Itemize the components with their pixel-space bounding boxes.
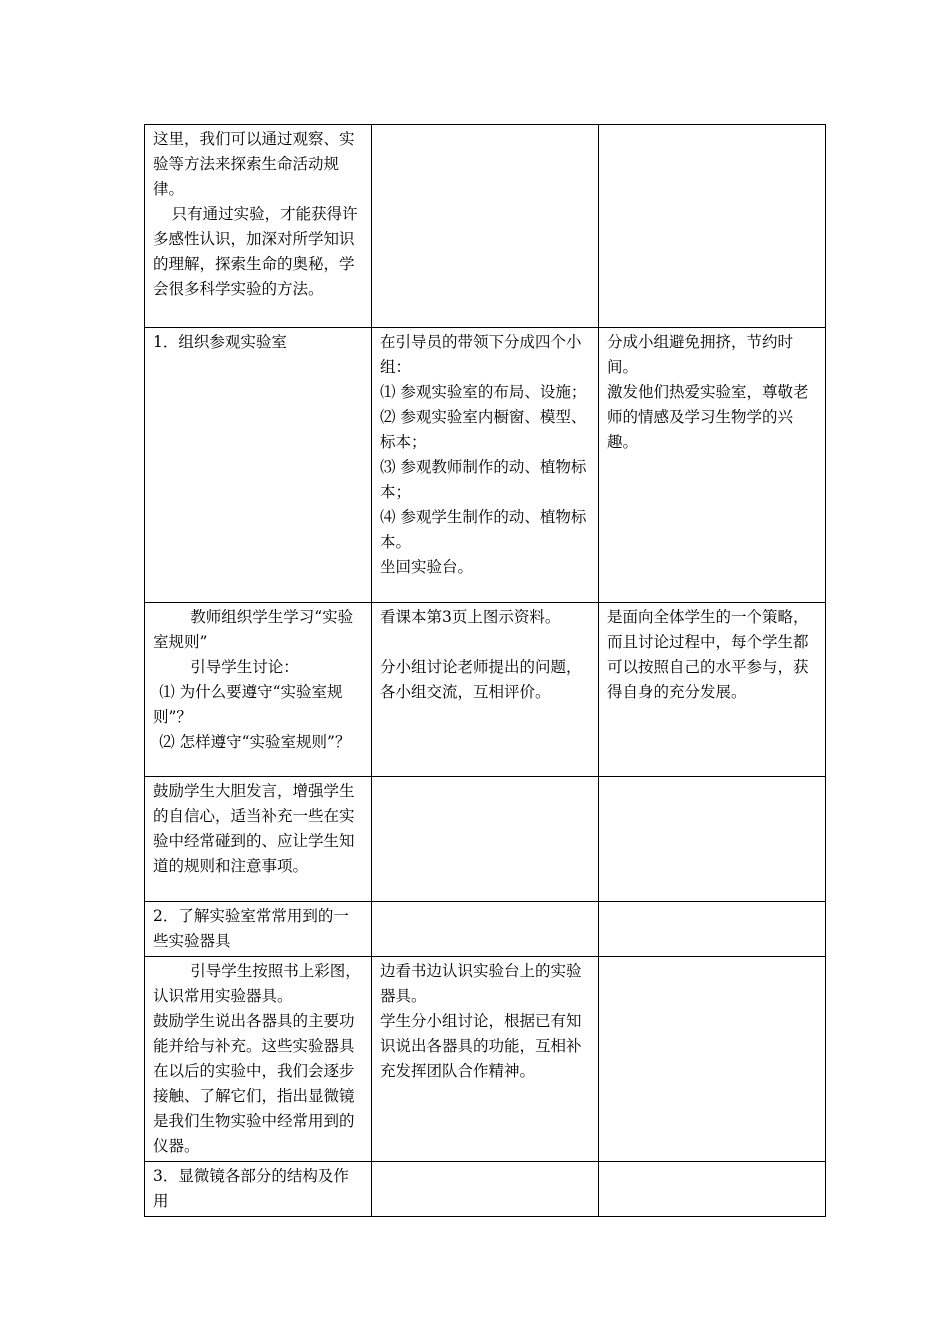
- paragraph: 鼓励学生说出各器具的主要功能并给与补充。这些实验器具在以后的实验中，我们会逐步接触、了解它们，指出显微镜是我们生物实验中经常用到的仪器。: [153, 1012, 355, 1155]
- paragraph: 这里，我们可以通过观察、实验等方法来探索生命活动规律。: [153, 130, 355, 198]
- teacher-activity-cell: [145, 328, 372, 603]
- section-heading: 2．了解实验室常常用到的一些实验器具: [153, 907, 349, 950]
- teacher-activity-cell: [145, 902, 372, 957]
- list-item: ⑷ 参观学生制作的动、植物标本。: [380, 508, 587, 551]
- table-row: [145, 777, 826, 902]
- student-activity-cell: [372, 902, 599, 957]
- paragraph: 看课本第3页上图示资料。: [380, 608, 561, 626]
- design-intent-cell: [599, 902, 826, 957]
- paragraph: 分小组讨论老师提出的问题，各小组交流，互相评价。: [380, 658, 582, 701]
- teacher-activity-cell: [145, 603, 372, 777]
- paragraph: 教师组织学生学习“实验室规则”: [153, 608, 354, 651]
- paragraph: 坐回实验台。: [380, 558, 474, 576]
- student-activity-cell: [372, 603, 599, 777]
- design-intent-cell: [599, 957, 826, 1162]
- spacer: [380, 630, 590, 655]
- student-activity-cell: [372, 125, 599, 328]
- student-activity-cell: [372, 328, 599, 603]
- paragraph: 学生分小组讨论，根据已有知识说出各器具的功能，互相补充发挥团队合作精神。: [380, 1012, 582, 1080]
- teacher-activity-cell: [145, 957, 372, 1162]
- table-row: [145, 328, 826, 603]
- design-intent-cell: [599, 603, 826, 777]
- section-heading: 1．组织参观实验室: [153, 333, 287, 351]
- paragraph: 引导学生按照书上彩图，认识常用实验器具。: [153, 962, 361, 1005]
- paragraph: 边看书边认识实验台上的实验器具。: [380, 962, 582, 1005]
- table-row: [145, 1162, 826, 1217]
- paragraph: 分成小组避免拥挤，节约时间。: [607, 333, 794, 376]
- list-item: ⑶ 参观教师制作的动、植物标本；: [380, 458, 587, 501]
- paragraph: 在引导员的带领下分成四个小组：: [380, 333, 582, 376]
- paragraph: 引导学生讨论：: [190, 658, 299, 676]
- list-item: ⑵ 参观实验室内橱窗、模型、标本；: [380, 408, 587, 451]
- paragraph: 是面向全体学生的一个策略，而且讨论过程中，每个学生都可以按照自己的水平参与，获得自身的充分发展。: [607, 608, 809, 701]
- table-row: [145, 603, 826, 777]
- table-row: [145, 957, 826, 1162]
- section-heading: 3．显微镜各部分的结构及作用: [153, 1167, 349, 1210]
- design-intent-cell: [599, 125, 826, 328]
- table-row: [145, 125, 826, 328]
- design-intent-cell: [599, 328, 826, 603]
- list-item: ⑵ 怎样遵守“实验室规则”？: [159, 733, 351, 751]
- student-activity-cell: [372, 957, 599, 1162]
- table-row: [145, 902, 826, 957]
- student-activity-cell: [372, 1162, 599, 1217]
- paragraph: 鼓励学生大胆发言，增强学生的自信心，适当补充一些在实验中经常碰到的、应让学生知道的规则和注意事项。: [153, 782, 355, 875]
- design-intent-cell: [599, 1162, 826, 1217]
- teacher-activity-cell: [145, 125, 372, 328]
- paragraph: 只有通过实验，才能获得许多感性认识，加深对所学知识的理解，探索生命的奥秘，学会很多科学实验的方法。: [153, 205, 358, 298]
- lesson-plan-table: [144, 124, 826, 1217]
- design-intent-cell: [599, 777, 826, 902]
- paragraph: 激发他们热爱实验室，尊敬老师的情感及学习生物学的兴趣。: [607, 383, 809, 451]
- list-item: ⑴ 参观实验室的布局、设施；: [380, 383, 587, 401]
- teacher-activity-cell: [145, 1162, 372, 1217]
- list-item: ⑴ 为什么要遵守“实验室规则”？: [153, 683, 343, 726]
- teacher-activity-cell: [145, 777, 372, 902]
- student-activity-cell: [372, 777, 599, 902]
